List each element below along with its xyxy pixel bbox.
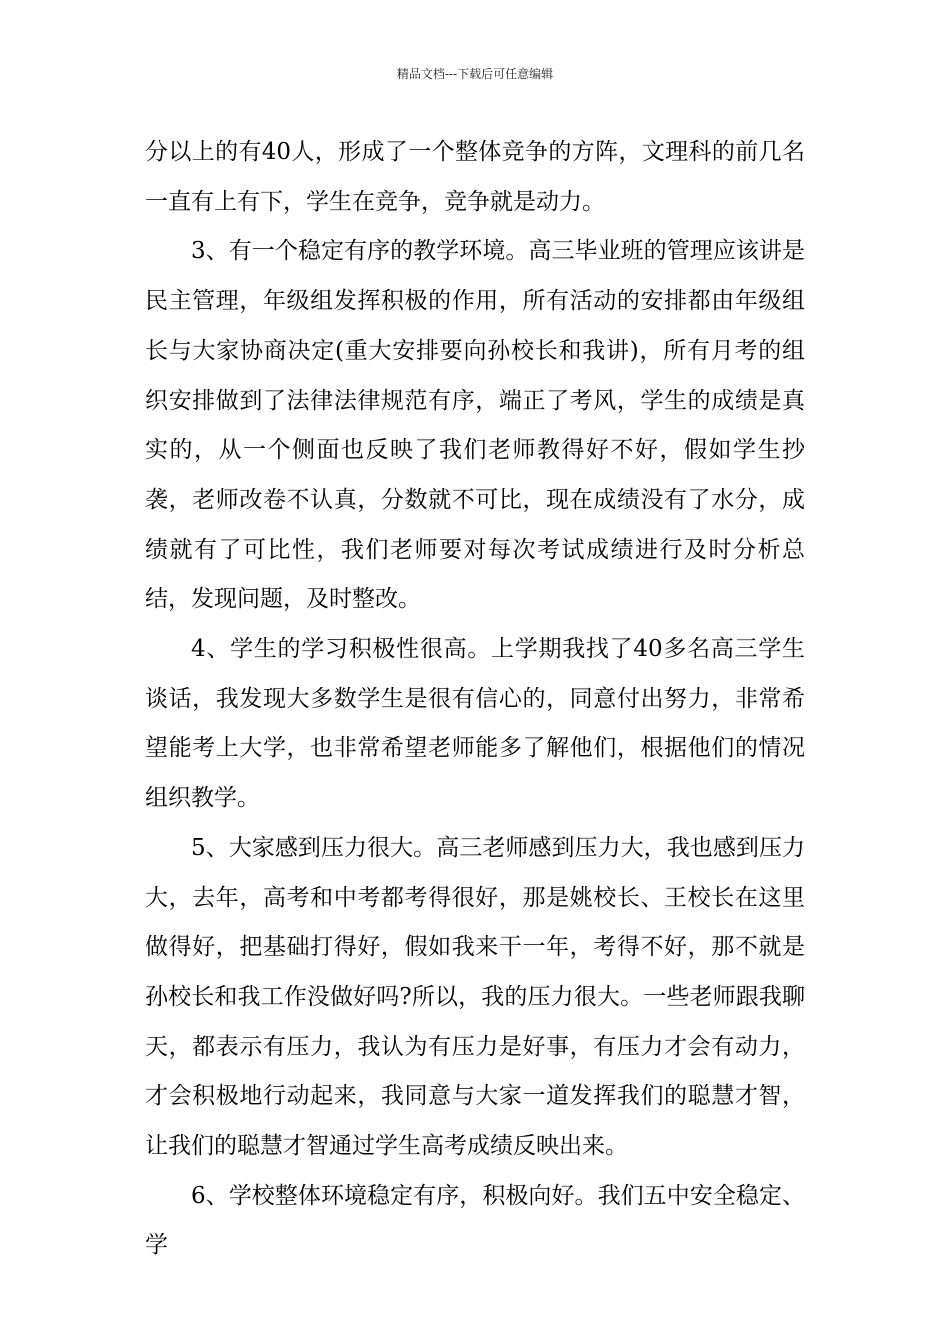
paragraph-item-4: 4、学生的学习积极性很高。上学期我找了40多名高三学生谈话，我发现大多数学生是很有信心的，同意付出努力，非常希望能考上大学，也非常希望老师能多了解他们，根据他们的情况组织教学。 [145, 636, 805, 812]
page-header: 精品文档---下载后可任意编辑 [396, 67, 554, 81]
paragraph-item-6: 6、学校整体环境稳定有序，积极向好。我们五中安全稳定、学 [145, 1182, 805, 1259]
paragraph-item-3: 3、有一个稳定有序的教学环境。高三毕业班的管理应该讲是民主管理，年级组发挥积极的作用，所有活动的安排都由年级组长与大家协商决定(重大安排要向孙校长和我讲)，所有月考的组织安排做到了法律法律规范有序，端正了考风，学生的成绩是真实的，从一个侧面也反映了我们老师教得好不好，假如学生抄袭，老师改卷不认真，分数就不可比，现在成绩没有了水分，成绩就有了可比性，我们老师要对每次考试成绩进行及时分析总结，发现问题，及时整改。 [145, 238, 805, 613]
paragraph-continuation: 分以上的有40人，形成了一个整体竞争的方阵，文理科的前几名一直有上有下，学生在竞争，竞争就是动力。 [145, 139, 805, 215]
document-body [145, 128, 805, 1271]
paragraph-item-5: 5、大家感到压力很大。高三老师感到压力大，我也感到压力大，去年，高考和中考都考得很好，那是姚校长、王校长在这里做得好，把基础打得好，假如我来干一年，考得不好，那不就是孙校长和我工作没做好吗?所以，我的压力很大。一些老师跟我聊天，都表示有压力，我认为有压力是好事，有压力才会有动力，才会积极地行动起来，我同意与大家一道发挥我们的聪慧才智，让我们的聪慧才智通过学生高考成绩反映出来。 [145, 834, 805, 1160]
